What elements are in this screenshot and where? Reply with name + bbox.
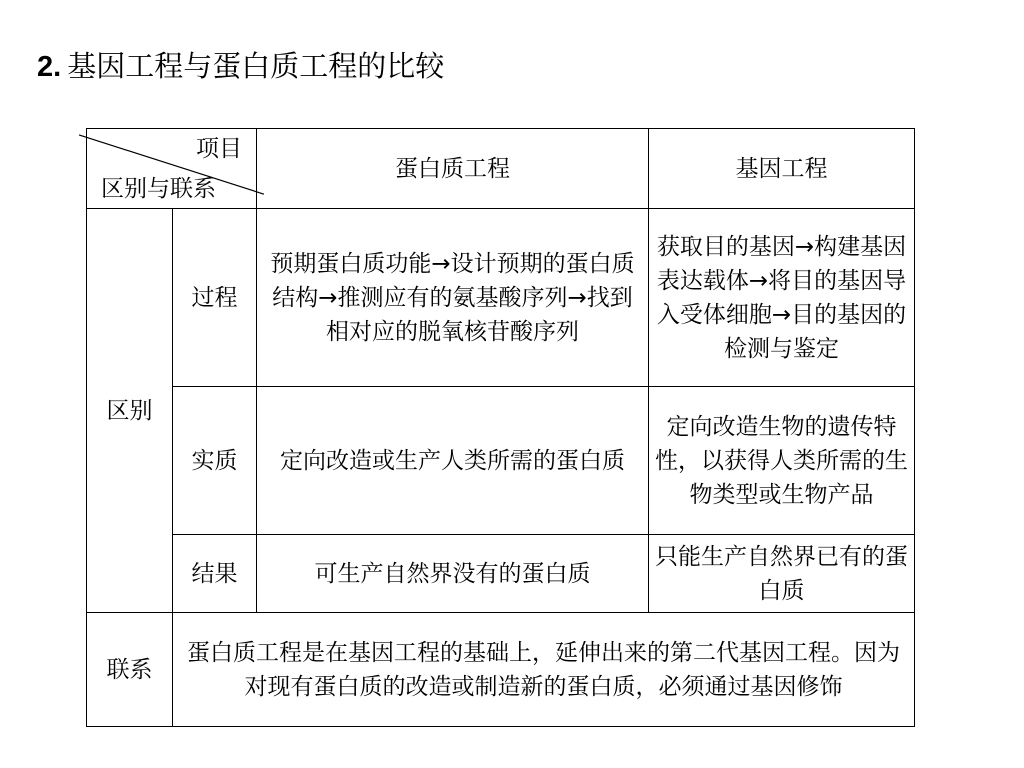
corner-relation-label: 区别与联系: [101, 176, 216, 202]
header-row: [87, 129, 915, 209]
cell-protein-essence: 定向改造或生产人类所需的蛋白质: [257, 387, 649, 535]
header-gene-engineering: 基因工程: [649, 129, 915, 209]
relation-row: [87, 613, 915, 727]
comparison-table: [86, 128, 915, 727]
difference-label: 区别: [87, 209, 173, 613]
table-row: [87, 209, 915, 387]
cell-gene-process: 获取目的基因→构建基因表达载体→将目的基因导入受体细胞→目的基因的检测与鉴定: [649, 209, 915, 387]
page-title: [37, 46, 444, 87]
table-row: [87, 535, 915, 613]
title-number: 2.: [37, 51, 62, 83]
cell-protein-process: 预期蛋白质功能→设计预期的蛋白质结构→推测应有的氨基酸序列→找到相对应的脱氧核苷酸序列: [257, 209, 649, 387]
row-label-process: 过程: [173, 209, 257, 387]
title-text: 基因工程与蛋白质工程的比较: [67, 49, 445, 83]
row-label-essence: 实质: [173, 387, 257, 535]
relation-label: 联系: [87, 613, 173, 727]
table-row: [87, 387, 915, 535]
relation-text: 蛋白质工程是在基因工程的基础上，延伸出来的第二代基因工程。因为对现有蛋白质的改造或制造新的蛋白质，必须通过基因修饰: [173, 613, 915, 727]
row-label-result: 结果: [173, 535, 257, 613]
header-protein-engineering: 蛋白质工程: [257, 129, 649, 209]
cell-protein-result: 可生产自然界没有的蛋白质: [257, 535, 649, 613]
corner-item-label: 项目: [196, 136, 242, 162]
cell-gene-essence: 定向改造生物的遗传特性，以获得人类所需的生物类型或生物产品: [649, 387, 915, 535]
corner-header-cell: [87, 129, 257, 209]
cell-gene-result: 只能生产自然界已有的蛋白质: [649, 535, 915, 613]
